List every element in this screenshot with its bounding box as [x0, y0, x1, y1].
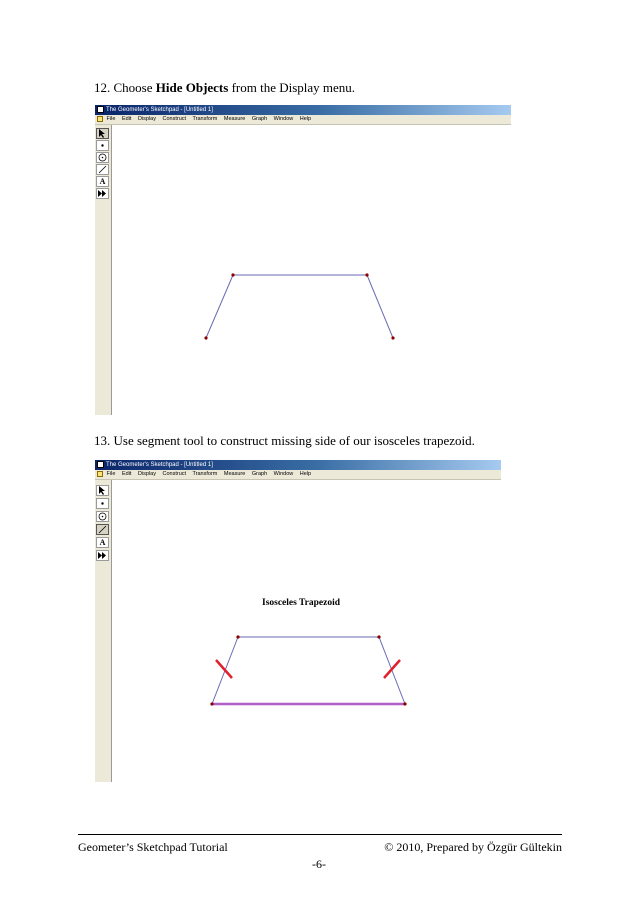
vertex-point[interactable] — [210, 702, 213, 705]
trapezoid-sketch-partial — [112, 125, 511, 415]
sketchpad-app-icon — [97, 106, 104, 113]
vertex-point[interactable] — [365, 273, 368, 276]
sketch-title: Isosceles Trapezoid — [262, 598, 341, 608]
menu-construct[interactable]: Construct — [162, 116, 187, 122]
toolbox — [95, 480, 112, 782]
menu-edit[interactable]: Edit — [121, 471, 132, 477]
step-12-instruction — [94, 80, 355, 96]
window-title: The Geometer's Sketchpad - [Untitled 1] — [106, 462, 213, 468]
window-titlebar — [95, 105, 511, 115]
text-tool-icon[interactable]: A — [96, 537, 109, 548]
menu-transform[interactable]: Transform — [192, 471, 218, 477]
footer-left-text: Geometer’s Sketchpad Tutorial — [78, 840, 228, 854]
menu-edit[interactable]: Edit — [121, 116, 132, 122]
menu-file[interactable]: File — [106, 116, 116, 122]
menu-help[interactable]: Help — [299, 471, 312, 477]
menu-graph[interactable]: Graph — [251, 116, 268, 122]
sketch-canvas[interactable] — [112, 125, 511, 415]
menu-bar — [95, 115, 511, 125]
hide-objects-label: Hide Objects — [155, 80, 229, 95]
vertex-point[interactable] — [391, 336, 394, 339]
compass-tool-icon[interactable] — [96, 152, 109, 163]
menu-display[interactable]: Display — [137, 116, 156, 122]
vertex-point[interactable] — [236, 635, 239, 638]
vertex-point[interactable] — [377, 635, 380, 638]
sketchpad-app-icon — [97, 461, 104, 468]
window-title: The Geometer's Sketchpad - [Untitled 1] — [106, 107, 213, 113]
selection-arrow-tool-icon[interactable] — [96, 128, 109, 139]
window-titlebar — [95, 460, 501, 470]
menu-measure[interactable]: Measure — [223, 471, 246, 477]
step-12-suffix: from the Display menu. — [228, 80, 356, 95]
sketchpad-screenshot-1 — [95, 105, 511, 415]
left-leg-segment[interactable] — [206, 275, 233, 338]
straightedge-tool-icon[interactable] — [96, 164, 109, 175]
menu-file[interactable]: File — [106, 471, 116, 477]
sketch-canvas[interactable] — [112, 480, 501, 782]
straightedge-tool-icon[interactable] — [96, 524, 109, 535]
left-congruence-tick — [216, 660, 232, 678]
document-icon[interactable] — [97, 116, 103, 122]
step-13-instruction: 13. Use segment tool to construct missing side of our isosceles trapezoid. — [94, 433, 475, 448]
sketchpad-screenshot-2 — [95, 460, 501, 782]
document-icon[interactable] — [97, 471, 103, 477]
menu-display[interactable]: Display — [137, 471, 156, 477]
footer-divider — [78, 834, 562, 835]
menu-window[interactable]: Window — [273, 116, 294, 122]
step-12-prefix: 12. Choose — [94, 80, 156, 95]
menu-construct[interactable]: Construct — [162, 471, 187, 477]
right-leg-segment[interactable] — [367, 275, 393, 338]
menu-measure[interactable]: Measure — [223, 116, 246, 122]
selection-arrow-tool-icon[interactable] — [96, 485, 109, 496]
menu-graph[interactable]: Graph — [251, 471, 268, 477]
vertex-point[interactable] — [231, 273, 234, 276]
point-tool-icon[interactable] — [96, 140, 109, 151]
footer-right-text: © 2010, Prepared by Özgür Gültekin — [384, 840, 562, 854]
menu-help[interactable]: Help — [299, 116, 312, 122]
text-tool-icon[interactable]: A — [96, 176, 109, 187]
menu-bar — [95, 470, 501, 480]
toolbox — [95, 125, 112, 415]
menu-window[interactable]: Window — [273, 471, 294, 477]
point-tool-icon[interactable] — [96, 498, 109, 509]
page-number: -6- — [312, 857, 326, 871]
compass-tool-icon[interactable] — [96, 511, 109, 522]
custom-tool-icon[interactable] — [96, 550, 109, 561]
right-congruence-tick — [384, 660, 400, 678]
trapezoid-sketch-complete — [112, 480, 501, 782]
custom-tool-icon[interactable] — [96, 188, 109, 199]
vertex-point[interactable] — [204, 336, 207, 339]
vertex-point[interactable] — [403, 702, 406, 705]
menu-transform[interactable]: Transform — [192, 116, 218, 122]
